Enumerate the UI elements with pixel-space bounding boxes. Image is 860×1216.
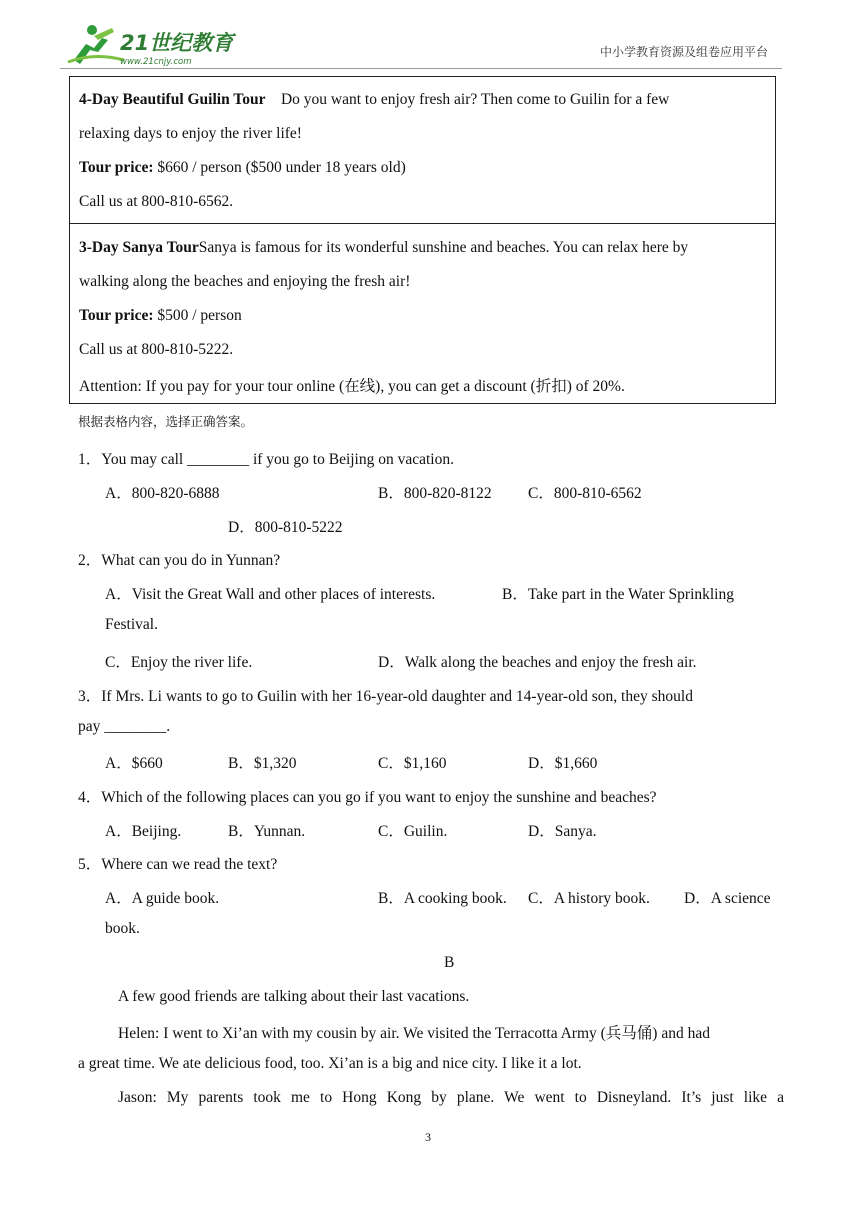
- guilin-price-label: Tour price:: [79, 159, 154, 176]
- question-2-stem: 2．What can you do in Yunnan?: [78, 552, 281, 569]
- guilin-desc-2: relaxing days to enjoy the river life!: [79, 125, 302, 142]
- guilin-price-value: $660 / person ($500 under 18 years old): [153, 159, 406, 176]
- q5-option-d-cont: book.: [105, 920, 140, 937]
- sanya-call: Call us at 800-810-5222.: [79, 341, 234, 358]
- q2-option-d: D．Walk along the beaches and enjoy the fresh air.: [378, 654, 697, 671]
- sanya-price-label: Tour price:: [79, 307, 154, 324]
- guilin-call: Call us at 800-810-6562.: [79, 193, 234, 210]
- header-divider: [60, 68, 782, 69]
- page-number: 3: [425, 1130, 431, 1144]
- q5-option-d: D．A science: [684, 890, 771, 907]
- section-b-paragraph-1: A few good friends are talking about their last vacations.: [118, 988, 470, 1005]
- header-platform-text: 中小学教育资源及组卷应用平台: [599, 45, 768, 59]
- tour-table: [69, 76, 776, 404]
- question-3-stem: 3．If Mrs. Li wants to go to Guilin with her 16-year-old daughter and 14-year-old son, they should: [78, 688, 693, 705]
- q4-option-c: C．Guilin.: [378, 823, 448, 840]
- q2-option-a: A．Visit the Great Wall and other places of interests.: [105, 586, 436, 603]
- guilin-title: 4-Day Beautiful Guilin Tour: [79, 91, 266, 108]
- q1-option-b: B．800-820-8122: [378, 485, 492, 502]
- section-b-paragraph-2-cont: a great time. We ate delicious food, too. Xi’an is a big and nice city. I like it a lot.: [78, 1055, 582, 1072]
- q1-option-c: C．800-810-6562: [528, 485, 642, 502]
- question-3-stem-cont: pay ________.: [78, 718, 171, 735]
- q1-option-a: A．800-820-6888: [105, 485, 220, 502]
- sanya-desc-2: walking along the beaches and enjoying the fresh air!: [79, 273, 411, 290]
- guilin-price-line: [79, 159, 406, 177]
- q4-option-b: B．Yunnan.: [228, 823, 306, 840]
- q3-option-a: A．$660: [105, 755, 163, 772]
- q2-option-b: B．Take part in the Water Sprinkling: [502, 586, 734, 603]
- q2-option-b-cont: Festival.: [105, 616, 158, 633]
- instruction: 根据表格内容，选择正确答案。: [78, 414, 254, 429]
- sanya-title: 3-Day Sanya Tour: [79, 239, 199, 256]
- guilin-desc-1: Do you want to enjoy fresh air? Then come to Guilin for a few: [280, 91, 670, 108]
- section-b-heading: B: [444, 954, 455, 971]
- q5-option-b: B．A cooking book.: [378, 890, 507, 907]
- sanya-attention: Attention: If you pay for your tour online (在线), you can get a discount (折扣) of 20%.: [79, 378, 625, 395]
- table-row-divider: [70, 223, 775, 224]
- sanya-price-line: [79, 307, 242, 325]
- section-b-paragraph-3: Jason: My parents took me to Hong Kong by plane. We went to Disneyland. It’s just like a: [118, 1089, 784, 1106]
- sanya-desc-1: Sanya is famous for its wonderful sunshine and beaches. You can relax here by: [198, 239, 689, 256]
- sanya-line-1: [79, 239, 688, 257]
- q5-option-a: A．A guide book.: [105, 890, 220, 907]
- site-logo: [64, 22, 254, 70]
- sanya-price-value: $500 / person: [153, 307, 242, 324]
- runner-icon: [68, 25, 124, 64]
- q4-option-a: A．Beijing.: [105, 823, 182, 840]
- q4-option-d: D．Sanya.: [528, 823, 597, 840]
- q3-option-b: B．$1,320: [228, 755, 297, 772]
- question-4-stem: 4．Which of the following places can you go if you want to enjoy the sunshine and beaches?: [78, 789, 657, 806]
- q5-option-c: C．A history book.: [528, 890, 650, 907]
- section-b-paragraph-2: Helen: I went to Xi’an with my cousin by air. We visited the Terracotta Army (兵马俑) and had: [118, 1025, 710, 1042]
- logo-title: 21世纪教育: [120, 31, 234, 55]
- question-1-stem: 1．You may call ________ if you go to Beijing on vacation.: [78, 451, 454, 468]
- guilin-line-1: [79, 91, 669, 109]
- q3-option-d: D．$1,660: [528, 755, 598, 772]
- question-5-stem: 5．Where can we read the text?: [78, 856, 278, 873]
- q1-option-d: D．800-810-5222: [228, 519, 343, 536]
- logo-url: www.21cnjy.com: [120, 57, 192, 67]
- q2-option-c: C．Enjoy the river life.: [105, 654, 253, 671]
- q3-option-c: C．$1,160: [378, 755, 447, 772]
